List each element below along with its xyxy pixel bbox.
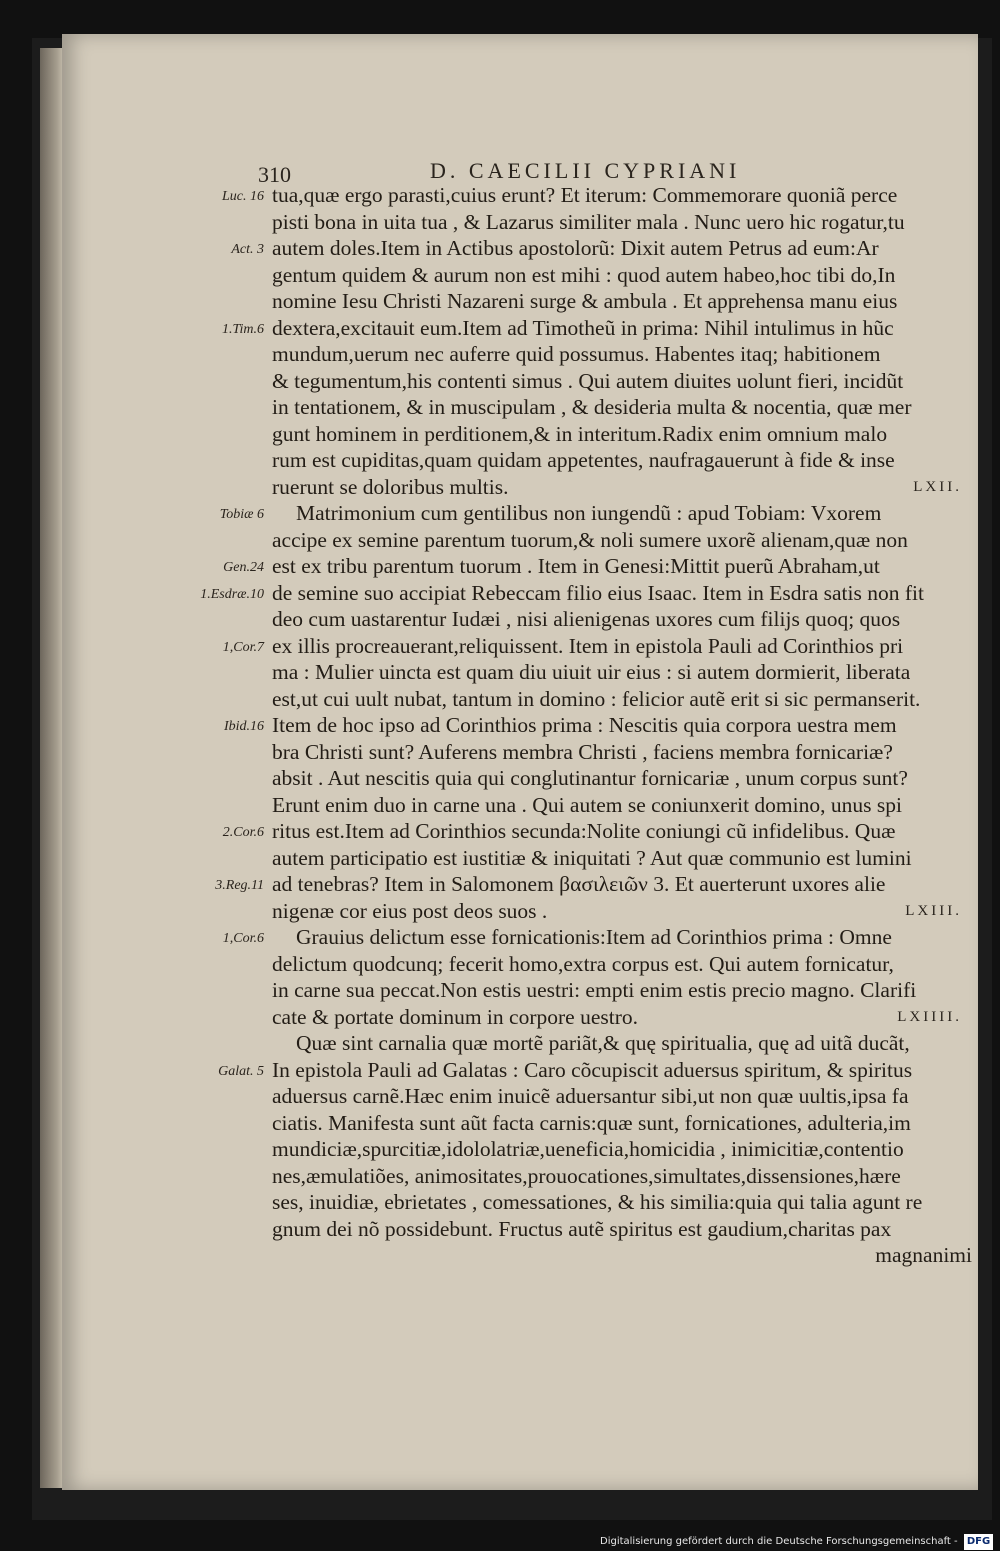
marginal-reference: 1.Esdræ.10 xyxy=(200,586,264,602)
text-line xyxy=(272,1004,976,1031)
line-text: Quæ sint carnalia quæ mortẽ pariãt,& quę spiritualia, quę ad uitã ducãt, xyxy=(296,1031,910,1055)
marginal-reference: 1,Cor.7 xyxy=(222,639,264,655)
marginal-reference: 1,Cor.6 xyxy=(222,931,264,946)
text-line xyxy=(272,792,976,819)
line-text: ruerunt se doloribus multis. xyxy=(272,474,509,499)
text-line xyxy=(272,235,976,262)
marginal-reference: Tobiæ 6 xyxy=(219,507,264,522)
line-text: Item de hoc ipso ad Corinthios prima : Nescitis quia corpora uestra mem xyxy=(272,713,897,737)
line-text: mundiciæ,spurcitiæ,idololatriæ,ueneficia,homicidia , inimicitiæ,contentio xyxy=(272,1137,904,1161)
text-line xyxy=(272,368,976,395)
marginal-reference: Ibid.16 xyxy=(223,719,264,734)
text-line xyxy=(272,686,976,713)
text-line xyxy=(272,182,976,209)
marginal-reference: 1.Tim.6 xyxy=(221,321,264,337)
line-text: in tentationem, & in muscipulam , & desideria multa & nocentia, quæ mer xyxy=(272,395,912,419)
page-number: 310 xyxy=(258,162,291,187)
text-line xyxy=(272,527,976,554)
line-text: bra Christi sunt? Auferens membra Christi , faciens membra fornicariæ? xyxy=(272,739,893,764)
footer-text: Digitalisierung gefördert durch die Deutsche Forschungsgemeinschaft - xyxy=(600,1536,958,1547)
line-text: ma : Mulier uincta est quam diu uiuit uir eius : si autem dormierit, liberata xyxy=(272,660,911,684)
text-line xyxy=(272,712,976,739)
line-text: autem doles.Item in Actibus apostolorũ: Dixit autem Petrus ad eum:Ar xyxy=(272,236,879,260)
marginal-reference: 2.Cor.6 xyxy=(222,825,264,840)
line-text: Erunt enim duo in carne una . Qui autem se coniunxerit domino, unus spi xyxy=(272,792,902,817)
marginal-reference: Act. 3 xyxy=(231,242,264,257)
text-line xyxy=(272,1110,976,1137)
marginal-reference: Galat. 5 xyxy=(218,1063,264,1079)
text-line xyxy=(272,1189,976,1216)
line-text: ses, inuidiæ, ebrietates , comessationes, & his similia:quia qui talia agunt re xyxy=(272,1190,923,1214)
line-text: magnanimi xyxy=(875,1243,972,1267)
text-line xyxy=(272,209,976,236)
line-text: aduersus carnẽ.Hæc enim inuicẽ aduersantur sibi,ut non quæ uultis,ipsa fa xyxy=(272,1084,909,1108)
marginal-reference: 3.Reg.11 xyxy=(215,878,264,893)
line-text: in carne sua peccat.Non estis uestri: empti enim estis precio magno. Clarifi xyxy=(272,978,917,1002)
line-text: nigenæ cor eius post deos suos . xyxy=(272,898,548,923)
text-line xyxy=(272,1242,976,1269)
line-text: autem participatio est iustitiæ & iniquitati ? Aut quæ communio est lumini xyxy=(272,845,912,870)
text-line xyxy=(272,951,976,978)
text-line xyxy=(272,1057,976,1084)
text-line xyxy=(272,1083,976,1110)
line-text: mundum,uerum nec auferre quid possumus. Habentes itaq; habitionem xyxy=(272,342,881,366)
line-text: delictum quodcunq; fecerit homo,extra corpus est. Qui autem fornicatur, xyxy=(272,951,894,976)
line-text: rum est cupiditas,quam quidam appetentes, naufragauerunt à fide & inse xyxy=(272,448,895,472)
line-text: & tegumentum,his contenti simus . Qui autem diuites uolunt fieri, incidũt xyxy=(272,368,904,393)
line-text: est ex tribu parentum tuorum . Item in Genesi:Mittit puerũ Abraham,ut xyxy=(272,554,880,578)
text-line xyxy=(272,1030,976,1057)
line-text: accipe ex semine parentum tuorum,& noli sumere uxorẽ alienam,quæ non xyxy=(272,527,908,552)
text-line xyxy=(272,765,976,792)
line-text: absit . Aut nescitis quia qui conglutinantur fornicariæ , unum corpus sunt? xyxy=(272,766,908,790)
line-text: de semine suo accipiat Rebeccam filio eius Isaac. Item in Esdra satis non fit xyxy=(272,580,924,605)
text-line xyxy=(272,341,976,368)
line-text: gunt hominem in perditionem,& in interitum.Radix enim omnium malo xyxy=(272,421,888,446)
line-text: gnum dei nõ possidebunt. Fructus autẽ spiritus est gaudium,charitas pax xyxy=(272,1216,892,1241)
text-line xyxy=(272,871,976,898)
text-line xyxy=(272,1216,976,1243)
line-text: ciatis. Manifesta sunt aũt facta carnis:quæ sunt, fornicationes, adulteria,im xyxy=(272,1110,911,1135)
text-line xyxy=(272,1136,976,1163)
line-text: ritus est.Item ad Corinthios secunda:Nolite coniungi cũ infidelibus. Quæ xyxy=(272,819,896,843)
line-text: Grauius delictum esse fornicationis:Item ad Corinthios prima : Omne xyxy=(296,925,892,949)
chapter-number: LXIIII. xyxy=(897,1008,962,1025)
line-text: deo cum uastarentur Iudæi , nisi alienigenas uxores cum filijs quoq; quos xyxy=(272,607,901,631)
text-line xyxy=(272,924,976,951)
line-text: pisti bona in uita tua , & Lazarus similiter mala . Nunc uero hic rogatur,tu xyxy=(272,209,905,234)
line-text: ex illis procreauerant,reliquissent. Item in epistola Pauli ad Corinthios pri xyxy=(272,633,904,658)
text-line xyxy=(272,818,976,845)
line-text: ad tenebras? Item in Salomonem βασιλειῶν 3. Et auerterunt uxores alie xyxy=(272,872,886,896)
digitization-footer xyxy=(600,1534,993,1550)
text-line xyxy=(272,447,976,474)
text-block xyxy=(272,182,976,1269)
chapter-number: LXII. xyxy=(913,478,962,495)
text-line xyxy=(272,898,976,925)
text-line xyxy=(272,262,976,289)
text-line xyxy=(272,315,976,342)
marginal-reference: Luc. 16 xyxy=(222,189,264,204)
line-text: gentum quidem & aurum non est mihi : quod autem habeo,hoc tibi do,In xyxy=(272,262,896,287)
dfg-logo: DFG xyxy=(964,1534,993,1550)
text-line xyxy=(272,500,976,527)
text-line xyxy=(272,288,976,315)
text-line xyxy=(272,845,976,872)
marginal-reference: Gen.24 xyxy=(223,560,264,575)
text-line xyxy=(272,474,976,501)
line-text: Matrimonium cum gentilibus non iungendũ : apud Tobiam: Vxorem xyxy=(296,501,882,525)
text-line xyxy=(272,606,976,633)
line-text: tua,quæ ergo parasti,cuius erunt? Et iterum: Commemorare quoniã perce xyxy=(272,183,898,207)
text-line xyxy=(272,633,976,660)
page-edge xyxy=(40,48,64,1488)
chapter-number: LXIII. xyxy=(905,902,962,919)
line-text: est,ut cui uult nubat, tantum in domino : felicior autẽ erit si sic permanserit. xyxy=(272,686,921,711)
line-text: In epistola Pauli ad Galatas : Caro cõcupiscit aduersus spiritum, & spiritus xyxy=(272,1057,913,1082)
text-line xyxy=(272,977,976,1004)
line-text: dextera,excitauit eum.Item ad Timotheũ in prima: Nihil intulimus in hũc xyxy=(272,315,894,340)
text-line xyxy=(272,394,976,421)
text-line xyxy=(272,1163,976,1190)
line-text: nes,æmulatiões, animositates,prouocationes,simultates,dissensiones,hære xyxy=(272,1163,901,1188)
text-line xyxy=(272,553,976,580)
running-title: D. CAECILII CYPRIANI xyxy=(430,158,741,183)
line-text: nomine Iesu Christi Nazareni surge & ambula . Et apprehensa manu eius xyxy=(272,289,898,313)
text-line xyxy=(272,580,976,607)
text-line xyxy=(272,659,976,686)
text-line xyxy=(272,739,976,766)
text-line xyxy=(272,421,976,448)
line-text: cate & portate dominum in corpore uestro. xyxy=(272,1004,638,1029)
